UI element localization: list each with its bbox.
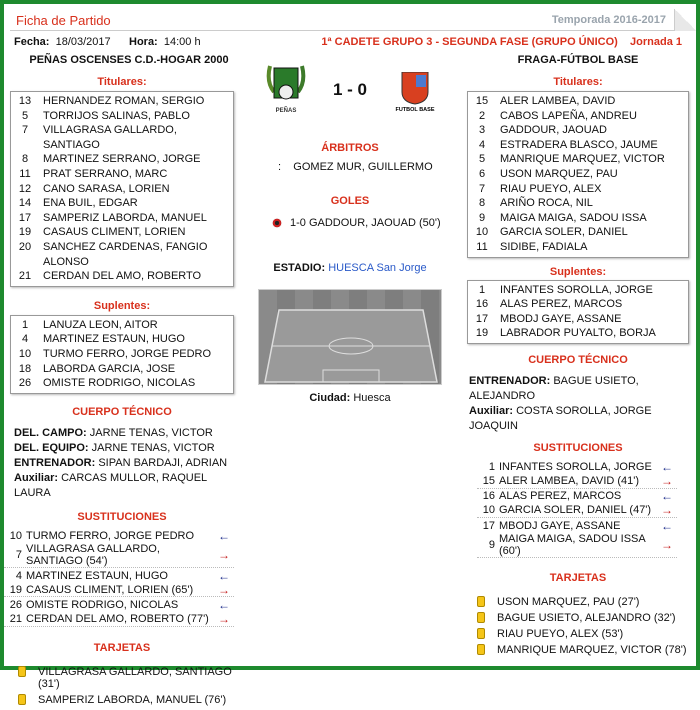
player-number: 7: [478, 182, 486, 195]
hora-value: 14:00 h: [163, 36, 201, 48]
staff-name: JARNE TENAS, VICTOR: [89, 426, 213, 439]
arrow-left-in-icon: ←: [218, 597, 230, 612]
player-number: 17: [482, 519, 495, 532]
staff-role: Auxiliar:: [14, 471, 59, 484]
city-value: Huesca: [353, 392, 391, 404]
player-row: [468, 240, 688, 255]
substitution-row: [4, 597, 234, 612]
player-row: [11, 167, 233, 182]
player-number: 17: [18, 211, 32, 224]
staff-name: SIPAN BARDAJI, ADRIAN: [98, 456, 228, 469]
substitution-row: [4, 612, 234, 627]
yellow-card-icon: [18, 694, 26, 705]
player-name: ALAS PEREZ, MARCOS: [499, 490, 622, 503]
player-number: 16: [475, 298, 489, 311]
stadium-link[interactable]: HUESCA San Jorge: [328, 262, 427, 274]
stadium-image: [258, 289, 442, 385]
player-name: SIDIBE, FADIALA: [500, 240, 588, 253]
arrow-right-out-icon: →: [661, 503, 673, 518]
player-name: ALER LAMBEA, DAVID (41'): [499, 475, 640, 488]
player-number: 6: [478, 167, 486, 180]
player-name: MANRIQUE MARQUEZ, VICTOR: [500, 153, 665, 166]
player-name: MARTINEZ ESTAUN, HUGO: [43, 333, 185, 346]
score: 1 - 0: [332, 80, 368, 99]
player-number: 8: [478, 197, 486, 210]
player-name: LABORDA GARCIA, JOSE: [43, 362, 176, 375]
staff-row: [14, 426, 234, 441]
player-name: GADDOUR, JAOUAD: [500, 124, 607, 137]
card-row: [18, 694, 234, 706]
home-team-name: PEÑAS OSCENSES C.D.-HOGAR 2000: [29, 54, 229, 66]
player-row: [468, 297, 688, 312]
player-name: ARIÑO ROCA, NIL: [500, 197, 593, 210]
away-team-logo: [392, 72, 438, 112]
player-number: 15: [475, 95, 489, 107]
player-name: MAIGA MAIGA, SADOU ISSA (60'): [499, 532, 646, 557]
player-name: MBODJ GAYE, ASSANE: [500, 312, 622, 325]
staff-role: DEL. EQUIPO:: [14, 441, 89, 454]
goal-item: [272, 217, 441, 229]
home-cards-heading: TARJETAS: [93, 641, 151, 654]
player-number: 8: [21, 153, 29, 166]
player-number: 9: [478, 211, 486, 224]
city: [240, 392, 460, 404]
staff-name: JARNE TENAS, VICTOR: [91, 441, 215, 454]
player-row: [468, 283, 688, 298]
player-name: HERNANDEZ ROMAN, SERGIO: [43, 95, 205, 107]
arrow-right-out-icon: →: [661, 537, 673, 552]
player-row: [468, 152, 688, 167]
staff-row: [14, 456, 234, 471]
referee: [278, 161, 433, 173]
card-row: [477, 612, 689, 624]
home-bench-heading: Suplentes:: [93, 299, 151, 312]
player-name: CASAUS CLIMENT, LORIEN: [43, 226, 186, 239]
player-number: 1: [21, 318, 29, 331]
page-title: Ficha de Partido: [16, 13, 111, 28]
player-number: 10: [18, 347, 32, 360]
player-number: 5: [21, 109, 29, 122]
player-name: CERDAN DEL AMO, ROBERTO (77'): [26, 612, 209, 625]
player-name: CABOS LAPEÑA, ANDREU: [500, 109, 637, 122]
away-column: [467, 76, 689, 660]
player-row: [11, 182, 233, 197]
staff-name: BAGUE USIETO, ALEJANDRO: [469, 374, 639, 402]
player-name: ENA BUIL, EDGAR: [43, 197, 138, 210]
header-bar: [10, 9, 696, 31]
player-row: [468, 182, 688, 197]
player-row: [468, 196, 688, 211]
away-subs-heading: SUSTITUCIONES: [533, 441, 623, 454]
player-name: MBODJ GAYE, ASSANE: [499, 519, 621, 532]
player-name: OMISTE RODRIGO, NICOLAS: [26, 598, 179, 611]
player-number: 10: [475, 226, 489, 239]
player-name: LABRADOR PUYALTO, BORJA: [500, 327, 656, 340]
card-row: [477, 596, 689, 608]
arrow-right-out-icon: →: [218, 582, 230, 597]
yellow-card-icon: [18, 666, 26, 677]
player-number: 1: [478, 283, 486, 296]
player-name: INFANTES SOROLLA, JORGE: [500, 283, 653, 296]
goal-text: 1-0 GADDOUR, JAOUAD (50'): [290, 217, 441, 229]
arrow-left-in-icon: ←: [661, 518, 673, 533]
player-number: 18: [18, 362, 32, 375]
player-number: 13: [18, 95, 32, 107]
player-name: MANRIQUE MARQUEZ, VICTOR (78'): [497, 643, 687, 656]
away-cards-heading: TARJETAS: [549, 571, 607, 584]
player-name: TURMO FERRO, JORGE PEDRO: [26, 529, 195, 542]
home-subs-heading: SUSTITUCIONES: [77, 510, 167, 523]
stadium: [240, 262, 460, 274]
staff-row: [469, 404, 689, 434]
player-row: [11, 362, 233, 377]
player-row: [11, 347, 233, 362]
hora-label: Hora:: [129, 36, 158, 48]
referee-role: :: [278, 161, 282, 173]
player-number: 10: [482, 504, 495, 517]
away-subs-list: [477, 460, 677, 558]
player-row: [11, 376, 233, 391]
player-number: 12: [18, 182, 32, 195]
player-row: [11, 109, 233, 124]
player-number: 7: [15, 549, 22, 562]
player-number: 19: [9, 583, 22, 596]
player-number: 26: [9, 598, 22, 611]
player-number: 17: [475, 312, 489, 325]
card-row: [18, 666, 234, 690]
player-number: 21: [18, 270, 32, 283]
card-row: [477, 628, 689, 640]
player-name: CERDAN DEL AMO, ROBERTO: [43, 270, 202, 283]
player-name: TORRIJOS SALINAS, PABLO: [43, 109, 190, 122]
player-row: [468, 109, 688, 124]
yellow-card-icon: [477, 644, 485, 655]
player-row: [11, 196, 233, 211]
home-staff-heading: CUERPO TÉCNICO: [72, 405, 172, 418]
player-number: 26: [18, 377, 32, 390]
city-label: Ciudad:: [309, 392, 351, 404]
player-row: [11, 240, 233, 269]
player-row: [468, 123, 688, 138]
substitution-row: [477, 460, 677, 475]
player-name: BAGUE USIETO, ALEJANDRO (32'): [497, 611, 676, 624]
away-bench-heading: Suplentes:: [549, 265, 607, 278]
player-name: CANO SARASA, LORIEN: [43, 182, 170, 195]
player-number: 15: [482, 475, 495, 488]
svg-text:FUTBOL BASE: FUTBOL BASE: [395, 107, 435, 112]
goals-heading: GOLES: [330, 195, 370, 207]
player-number: 2: [478, 109, 486, 122]
player-number: 4: [21, 333, 29, 346]
referee-name: GOMEZ MUR, GUILLERMO: [293, 161, 433, 173]
player-number: 9: [488, 538, 495, 551]
yellow-card-icon: [477, 612, 485, 623]
arrow-right-out-icon: →: [218, 611, 230, 626]
player-row: [11, 152, 233, 167]
arrow-left-in-icon: ←: [661, 460, 673, 475]
player-row: [468, 312, 688, 327]
card-row: [477, 644, 689, 656]
season-label: Temporada 2016-2017: [551, 14, 666, 26]
home-column: [10, 76, 234, 710]
player-number: 4: [478, 138, 486, 151]
player-number: 20: [18, 240, 32, 253]
competition: [321, 36, 682, 48]
player-name: MARTINEZ ESTAUN, HUGO: [26, 569, 168, 582]
player-name: USON MARQUEZ, PAU (27'): [497, 595, 640, 608]
substitution-row: [477, 489, 677, 504]
player-name: MAIGA MAIGA, SADOU ISSA: [500, 211, 647, 224]
substitution-row: [477, 475, 677, 490]
player-row: [11, 318, 233, 333]
player-name: TURMO FERRO, JORGE PEDRO: [43, 347, 212, 360]
away-starters-list: [467, 91, 689, 258]
yellow-card-icon: [477, 596, 485, 607]
player-number: 19: [475, 327, 489, 340]
referees-heading: ÁRBITROS: [321, 142, 379, 154]
yellow-card-icon: [477, 628, 485, 639]
player-number: 16: [482, 490, 495, 503]
substitution-row: [4, 529, 234, 544]
player-row: [468, 138, 688, 153]
player-number: 5: [478, 153, 486, 166]
player-name: SANCHEZ CARDENAS, FANGIO ALONSO: [43, 240, 208, 268]
player-name: RIAU PUEYO, ALEX (53'): [497, 627, 624, 640]
player-number: 21: [9, 612, 22, 625]
staff-role: DEL. CAMPO:: [14, 426, 87, 439]
player-number: 19: [18, 226, 32, 239]
player-number: 11: [476, 240, 488, 253]
fecha-label: Fecha:: [14, 36, 50, 48]
staff-role: ENTRENADOR:: [14, 456, 96, 469]
player-name: SAMPERIZ LABORDA, MANUEL: [43, 211, 207, 224]
jornada: Jornada 1: [630, 36, 682, 48]
player-name: VILLAGRASA GALLARDO, SANTIAGO: [43, 124, 177, 151]
player-name: USON MARQUEZ, PAU: [500, 167, 618, 180]
player-row: [468, 211, 688, 226]
player-name: CASAUS CLIMENT, LORIEN (65'): [26, 583, 194, 596]
player-name: GARCIA SOLER, DANIEL (47'): [499, 504, 652, 517]
competition-name: 1ª CADETE GRUPO 3 - SEGUNDA FASE (GRUPO ÚNICO): [321, 36, 618, 48]
player-number: 4: [15, 569, 22, 582]
player-row: [468, 167, 688, 182]
ball-icon: [272, 218, 282, 228]
player-row: [11, 211, 233, 226]
arrow-left-in-icon: ←: [218, 568, 230, 583]
match-date-time: [14, 36, 201, 48]
away-team-name: FRAGA-FÚTBOL BASE: [517, 54, 639, 66]
away-starters-heading: Titulares:: [553, 76, 603, 88]
substitution-row: [4, 543, 234, 568]
substitution-row: [4, 583, 234, 598]
home-cards-list: [10, 666, 234, 706]
player-row: [11, 332, 233, 347]
away-cards-list: [467, 596, 689, 656]
substitution-row: [477, 518, 677, 533]
player-name: INFANTES SOROLLA, JORGE: [499, 461, 652, 474]
home-staff-list: [10, 426, 234, 501]
player-name: PRAT SERRANO, MARC: [43, 167, 168, 180]
player-number: 11: [19, 167, 31, 180]
arrow-right-out-icon: →: [218, 548, 230, 563]
player-number: 3: [478, 124, 486, 137]
staff-row: [14, 441, 234, 456]
staff-row: [469, 374, 689, 404]
home-starters-list: [10, 91, 234, 287]
player-number: 10: [9, 529, 22, 542]
staff-role: ENTRENADOR:: [469, 374, 551, 387]
player-name: ALER LAMBEA, DAVID: [500, 95, 616, 107]
substitution-row: [477, 533, 677, 558]
away-bench-list: [467, 280, 689, 344]
staff-role: Auxiliar:: [469, 404, 514, 417]
staff-name: COSTA SOROLLA, JORGE JOAQUIN: [469, 404, 652, 432]
player-row: [468, 225, 688, 240]
player-name: VILLAGRASA GALLARDO, SANTIAGO (54'): [26, 543, 160, 568]
player-name: RIAU PUEYO, ALEX: [500, 182, 602, 195]
home-bench-list: [10, 315, 234, 394]
player-name: MARTINEZ SERRANO, JORGE: [43, 153, 201, 166]
svg-text:PEÑAS: PEÑAS: [275, 108, 297, 114]
away-staff-list: [467, 374, 689, 434]
arrow-left-in-icon: ←: [661, 489, 673, 504]
player-name: ESTRADERA BLASCO, JAUME: [500, 138, 658, 151]
player-row: [11, 269, 233, 284]
player-name: OMISTE RODRIGO, NICOLAS: [43, 377, 196, 390]
player-row: [468, 326, 688, 341]
staff-name: CARCAS MULLOR, RAQUEL LAURA: [14, 471, 207, 499]
player-name: LANUZA LEON, AITOR: [43, 318, 158, 331]
player-row: [11, 123, 233, 152]
page-fold-icon: [674, 9, 696, 31]
home-subs-list: [4, 529, 234, 627]
player-row: [11, 94, 233, 109]
player-row: [11, 225, 233, 240]
player-number: 1: [488, 461, 495, 474]
arrow-right-out-icon: →: [661, 474, 673, 489]
substitution-row: [477, 504, 677, 519]
staff-row: [14, 471, 234, 501]
player-name: GARCIA SOLER, DANIEL: [500, 226, 628, 239]
player-name: SAMPERIZ LABORDA, MANUEL (76'): [38, 693, 227, 706]
substitution-row: [4, 568, 234, 583]
player-row: [468, 94, 688, 109]
away-staff-heading: CUERPO TÉCNICO: [528, 353, 628, 366]
player-name: VILLAGRASA GALLARDO, SANTIAGO (31'): [38, 665, 232, 690]
arrow-left-in-icon: ←: [218, 528, 230, 543]
fecha-value: 18/03/2017: [55, 36, 111, 48]
home-team-logo: [264, 62, 308, 120]
player-number: 7: [21, 124, 29, 137]
player-number: 14: [18, 197, 32, 210]
player-name: ALAS PEREZ, MARCOS: [500, 298, 623, 311]
stadium-label: ESTADIO:: [273, 262, 326, 274]
home-starters-heading: Titulares:: [97, 76, 147, 88]
